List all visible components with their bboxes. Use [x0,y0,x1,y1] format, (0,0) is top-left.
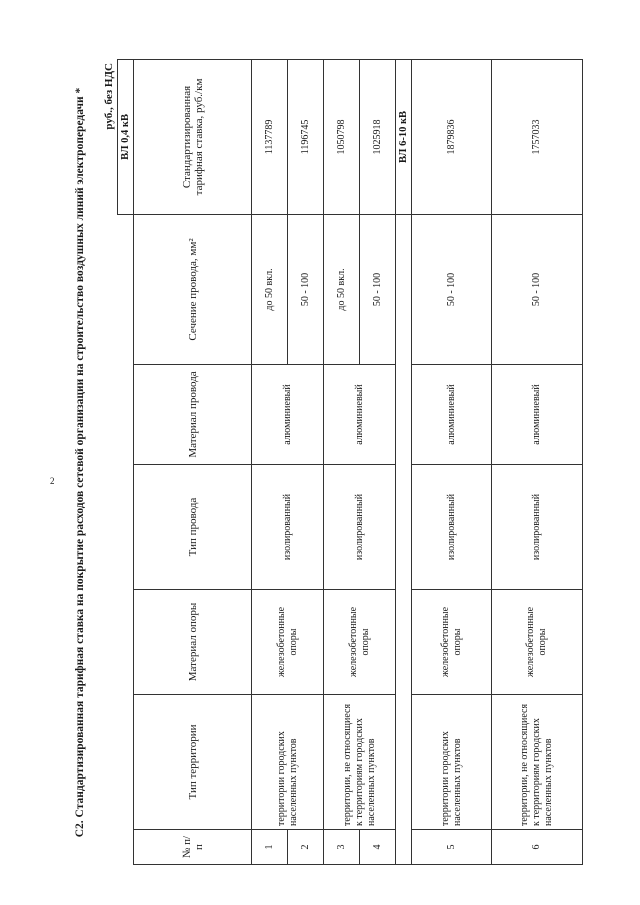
section-label-610: ВЛ 6-10 кВ [396,59,412,214]
rate-cell: 1137789 [252,59,288,214]
header-territory: Тип территории [134,695,252,830]
header-num: № п/п [134,830,252,865]
wire-material-cell: алюминиевый [252,365,324,465]
rate-cell: 1196745 [288,59,324,214]
row-num: 5 [412,830,492,865]
row-num: 4 [360,830,396,865]
rate-cell: 1757033 [492,59,583,214]
header-rate: Стандартизированная тарифная ставка, руб./км [134,59,252,214]
wire-material-cell: алюминиевый [412,365,492,465]
header-support: Материал опоры [134,590,252,695]
header-wire-material: Материал провода [134,365,252,465]
territory-cell: территории городских населенных пунктов [412,695,492,830]
territory-cell: территории городских населенных пунктов [252,695,324,830]
row-num: 3 [324,830,360,865]
wire-type-cell: изолированный [492,465,583,590]
rate-cell: 1879836 [412,59,492,214]
header-wire-type: Тип провода [134,465,252,590]
section-row-04 [118,59,134,864]
rate-cell: 1025918 [360,59,396,214]
table-row [324,59,360,864]
support-cell: железобетонные опоры [324,590,396,695]
section-label-04: ВЛ 0,4 кВ [118,59,134,214]
row-num: 1 [252,830,288,865]
table-title: С2. Стандартизированная тарифная ставка на покрытие расходов сетевой организации на строительство воздушных линий электропередачи * [74,87,86,838]
support-cell: железобетонные опоры [252,590,324,695]
row-num: 6 [492,830,583,865]
tariff-table [117,59,583,865]
row-num: 2 [288,830,324,865]
wire-type-cell: изолированный [412,465,492,590]
territory-cell: территории, не относящиеся к территориям городских населенных пунктов [492,695,583,830]
table-row [412,59,492,864]
support-cell: железобетонные опоры [492,590,583,695]
wire-type-cell: изолированный [252,465,324,590]
wire-material-cell: алюминиевый [492,365,583,465]
section-cell: 50 - 100 [412,214,492,364]
section-row-610 [396,59,412,864]
header-section: Сечение провода, мм² [134,214,252,364]
section-cell: до 50 вкл. [252,214,288,364]
rate-cell: 1050798 [324,59,360,214]
section-cell: 50 - 100 [492,214,583,364]
wire-material-cell: алюминиевый [324,365,396,465]
section-cell: до 50 вкл. [324,214,360,364]
section-cell: 50 - 100 [360,214,396,364]
table-row [492,59,583,864]
page-number: 2 [50,476,55,486]
wire-type-cell: изолированный [324,465,396,590]
unit-note: руб., без НДС [103,63,115,130]
territory-cell: территории, не относящиеся к территориям городских населенных пунктов [324,695,396,830]
section-cell: 50 - 100 [288,214,324,364]
header-row [134,59,252,864]
support-cell: железобетонные опоры [412,590,492,695]
table-row [252,59,288,864]
